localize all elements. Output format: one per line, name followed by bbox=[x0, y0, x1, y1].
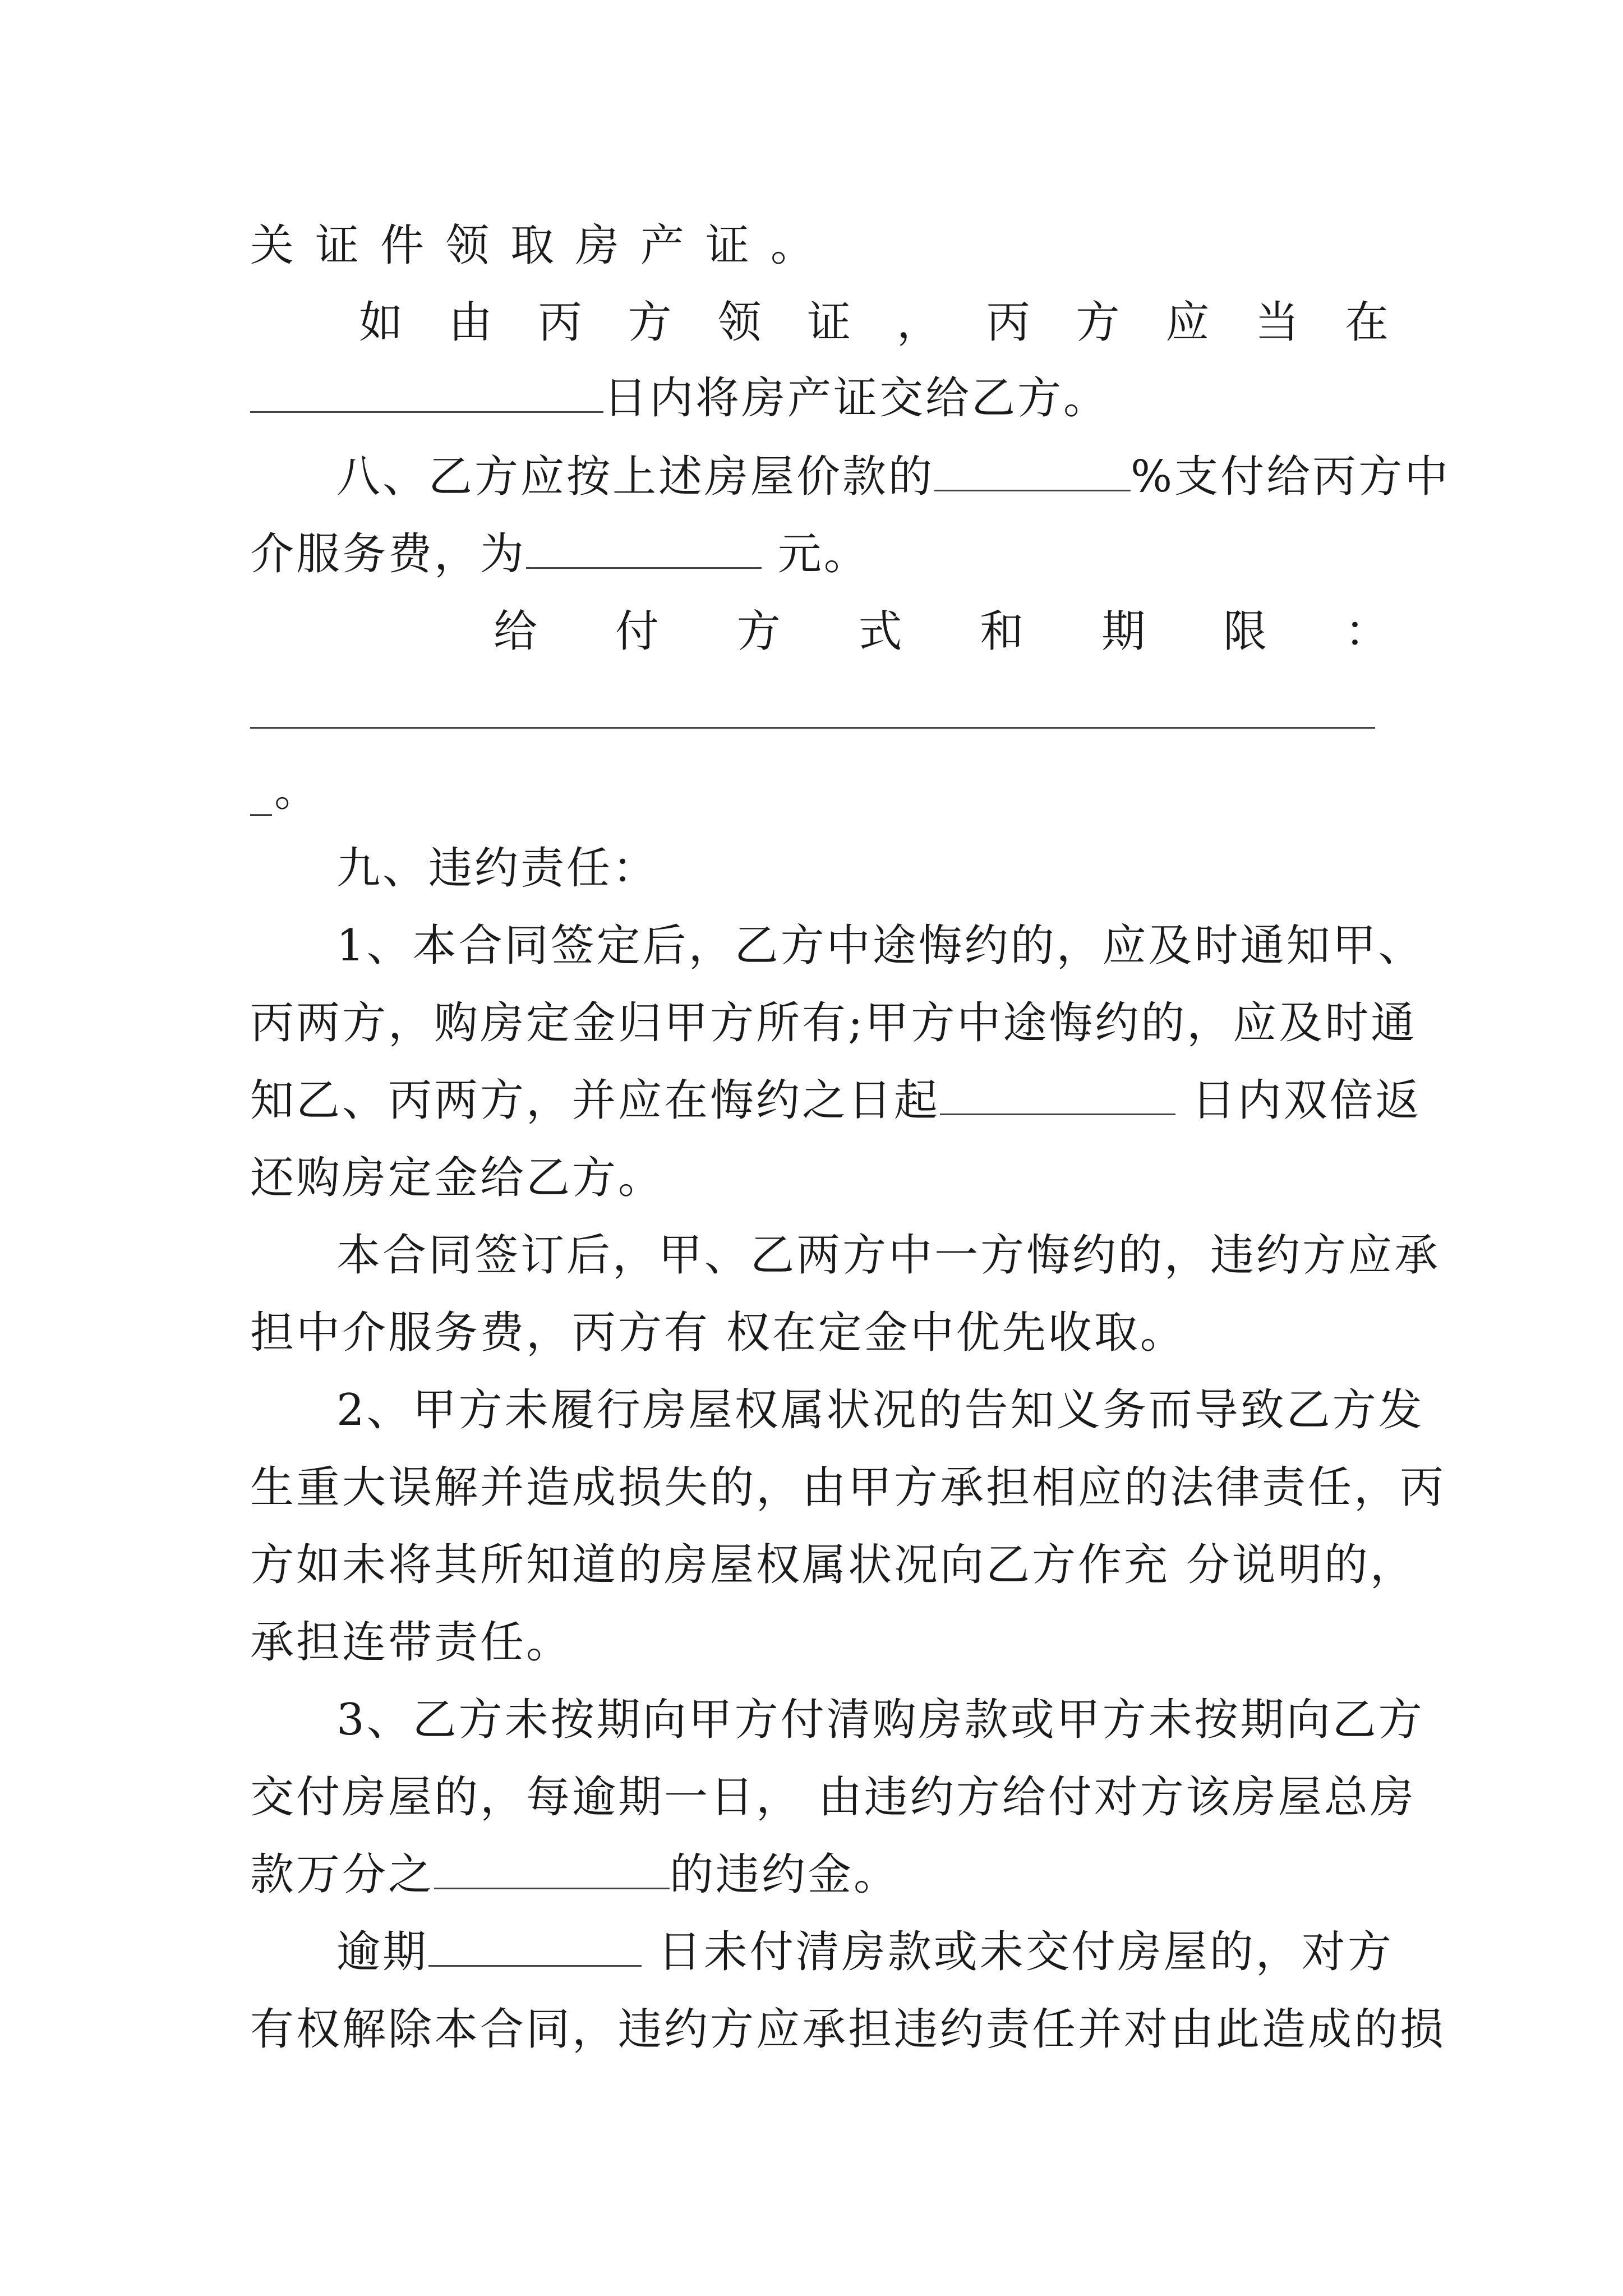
line-text: 的违约金。 bbox=[670, 1849, 900, 1900]
line-text: 2、甲方未履行房屋权属状况的告知义务而导致乙方发 bbox=[336, 1385, 1424, 1435]
paragraph-line-15 bbox=[336, 1371, 1424, 1450]
paragraph-line-4 bbox=[336, 438, 1451, 516]
fill-in-blank[interactable] bbox=[250, 375, 603, 413]
line-text: 款万分之 bbox=[250, 1849, 435, 1900]
text-char: 证 bbox=[705, 220, 751, 271]
paragraph-line-11 bbox=[250, 1061, 1422, 1140]
line-text: 交付房屋的，每逾期一日， 由违约方给付对方该房屋总房 bbox=[250, 1772, 1416, 1823]
paragraph-line-14 bbox=[250, 1294, 1394, 1372]
line-text: 日内双倍返 bbox=[1175, 1075, 1422, 1126]
line-text: 九、违约责任： bbox=[336, 843, 659, 894]
paragraph-line-20 bbox=[250, 1758, 1416, 1837]
paragraph-line-1 bbox=[250, 206, 817, 285]
line-text: 逾期 bbox=[336, 1927, 429, 1977]
section-heading bbox=[336, 829, 1394, 908]
text-char: 当 bbox=[1255, 297, 1302, 348]
paragraph-line-23 bbox=[250, 1990, 1446, 2069]
text-char: 期 bbox=[1101, 606, 1148, 657]
text-char: 领 bbox=[445, 220, 491, 271]
text-char: ， bbox=[896, 297, 943, 348]
line-text: 1、本合同签定后，乙方中途悔约的，应及时通知甲、 bbox=[336, 921, 1424, 971]
text-char: 取 bbox=[510, 220, 556, 271]
paragraph-line-12 bbox=[250, 1139, 1394, 1217]
paragraph-line-6 bbox=[494, 592, 1391, 671]
text-char: 证 bbox=[315, 220, 361, 271]
paragraph-line-2 bbox=[359, 283, 1391, 362]
line-text: 日未付清房款或未交付房屋的，对方 bbox=[642, 1927, 1394, 1977]
paragraph-line-10 bbox=[250, 984, 1417, 1062]
text-char: 方 bbox=[1076, 297, 1122, 348]
fill-in-blank[interactable] bbox=[940, 1078, 1175, 1115]
line-text: 八、乙方应按上述房屋价款的 bbox=[336, 452, 935, 502]
paragraph-line-22 bbox=[336, 1913, 1394, 1991]
line-text: 介服务费，为 bbox=[250, 529, 527, 579]
text-char: 方 bbox=[628, 297, 674, 348]
text-char: 应 bbox=[1165, 297, 1212, 348]
fill-in-blank[interactable] bbox=[934, 454, 1131, 491]
paragraph-line-3 bbox=[250, 359, 1394, 438]
line-text: 3、乙方未按期向甲方付清购房款或甲方未按期向乙方 bbox=[336, 1695, 1424, 1745]
text-char: 由 bbox=[448, 297, 495, 348]
line-text: 丙两方，购房定金归甲方所有;甲方中途悔约的，应及时通 bbox=[250, 998, 1417, 1048]
line-text: 本合同签订后，甲、乙两方中一方悔约的，违约方应承 bbox=[336, 1230, 1441, 1281]
paragraph-line-9 bbox=[336, 907, 1424, 985]
line-text: 生重大误解并造成损失的，由甲方承担相应的法律责任，丙 bbox=[250, 1462, 1446, 1513]
fill-in-blank[interactable] bbox=[434, 1852, 670, 1889]
text-char: 丙 bbox=[538, 297, 584, 348]
text-char: 和 bbox=[980, 606, 1026, 657]
line-text: _。 bbox=[250, 766, 321, 816]
fill-in-blank[interactable] bbox=[428, 1929, 642, 1967]
paragraph-line-13 bbox=[336, 1216, 1441, 1295]
fill-in-blank[interactable] bbox=[526, 531, 762, 569]
text-char: 限 bbox=[1223, 606, 1270, 657]
line-text: %支付给丙方中 bbox=[1131, 452, 1451, 502]
text-char: 。 bbox=[770, 220, 817, 271]
text-char: 件 bbox=[380, 220, 426, 271]
text-char: 付 bbox=[615, 606, 661, 657]
text-char: 关 bbox=[250, 220, 297, 271]
line-text: 担中介服务费，丙方有 权在定金中优先收取。 bbox=[250, 1308, 1186, 1358]
line-text: 知乙、丙两方，并应在悔约之日起 bbox=[250, 1075, 940, 1126]
fill-in-blank-full-line[interactable] bbox=[250, 727, 1375, 729]
paragraph-line-19 bbox=[336, 1681, 1424, 1759]
line-text: 有权解除本合同，违约方应承担违约责任并对由此造成的损 bbox=[250, 2004, 1446, 2055]
text-char: 房 bbox=[575, 220, 621, 271]
paragraph-line-18 bbox=[250, 1603, 1394, 1682]
text-char: 在 bbox=[1344, 297, 1391, 348]
line-text: 承担连带责任。 bbox=[250, 1617, 573, 1668]
paragraph-line-17 bbox=[250, 1526, 1416, 1604]
text-char: 方 bbox=[736, 606, 783, 657]
paragraph-line-5 bbox=[250, 515, 1394, 593]
text-char: 丙 bbox=[986, 297, 1032, 348]
text-char: 给 bbox=[494, 606, 540, 657]
text-char: 式 bbox=[858, 606, 905, 657]
line-text: 还购房定金给乙方。 bbox=[250, 1153, 665, 1203]
paragraph-line-21 bbox=[250, 1835, 1394, 1914]
text-char: 证 bbox=[807, 297, 854, 348]
text-char: ： bbox=[1344, 606, 1391, 657]
text-char: 产 bbox=[640, 220, 686, 271]
text-char: 领 bbox=[717, 297, 764, 348]
line-text: 日内将房产证交给乙方。 bbox=[603, 373, 1110, 424]
line-text: 方如未将其所知道的房屋权属状况向乙方作充 分说明的， bbox=[250, 1540, 1416, 1590]
line-text: 元。 bbox=[762, 529, 870, 579]
text-char: 如 bbox=[359, 297, 405, 348]
paragraph-line-7 bbox=[250, 752, 1394, 830]
paragraph-line-16 bbox=[250, 1448, 1446, 1527]
